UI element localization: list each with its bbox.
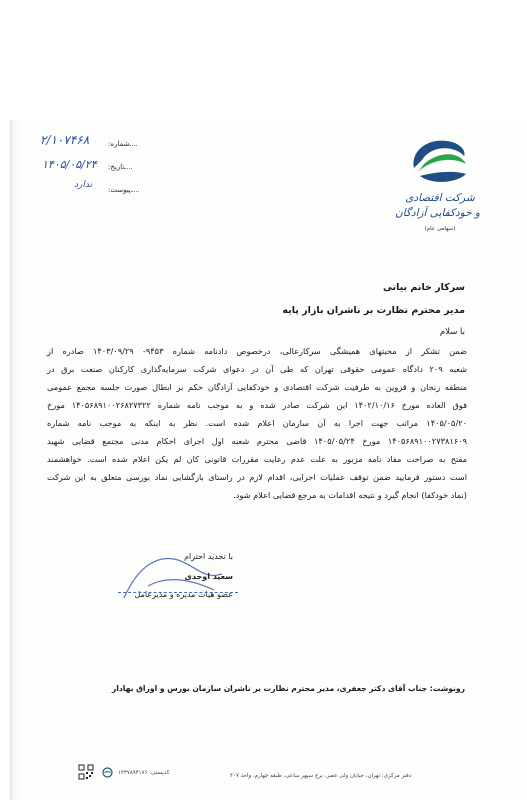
- date-label: تاریخ:: [108, 163, 125, 171]
- body-line: (نماد خودکفا) انجام گیرد و نتیجه اقدامات به مرجع قضایی اعلام شود.: [233, 490, 467, 500]
- top-blank-area: [0, 0, 527, 120]
- handwritten-date: ۱۴۰۵/۰۵/۲۴: [42, 158, 97, 171]
- company-logo: [394, 130, 480, 235]
- signer-name: سعید اوحدی: [184, 572, 233, 581]
- handwritten-number: ۲/۱۰۷۴۶۸: [40, 133, 90, 147]
- cc-line: رونوشت: جناب آقای دکتر جعفری، مدیر محترم نظارت بر ناشران سازمان بورس و اوراق بهادار: [111, 684, 465, 693]
- logo-subtitle: (سهامی عام): [424, 226, 456, 232]
- body-line: ۱۴۰۵/۰۵/۲۰ مراتب جهت اجرا به آن سازمان اعلام شده است. نظر به اینکه به موجب نامه شماره: [47, 418, 467, 428]
- footer-logo-icon: [102, 767, 113, 778]
- logo-name-line1: شرکت اقتصادی: [405, 192, 475, 204]
- date-meta: [108, 163, 132, 171]
- stamp-underline: [118, 592, 238, 593]
- body-line: مفتح به صراحت مفاد نامه مزبور به علت عدم رعایت مقررات قانونی کان لم یکن اعلام شده است. خواهشمند: [47, 454, 467, 464]
- body-line: ضمن تشکر از محبتهای همیشگی سرکارعالی، درخصوص دادنامه شماره ۹۴۵۳- ۱۴۰۳/۰۹/۲۹ صادره از: [47, 346, 467, 356]
- closing-text: با تجدید احترام: [184, 552, 233, 561]
- number-label: شماره:: [108, 140, 130, 148]
- attachment-meta: [108, 186, 139, 194]
- greeting: با سلام: [439, 327, 465, 337]
- body-line: ۱۴۰۵۶۸۹۱۰۰۲۷۳۸۱۶۰۹ مورخ ۱۴۰۵/۰۵/۲۴ قاضی محترم شعبه اول اجرای احکام مدنی مجتمع قضایی شهید: [47, 436, 467, 446]
- logo-name-line2: و خودکفایی آزادگان: [394, 207, 480, 219]
- recipient-name: سرکار خانم بیاتی: [382, 282, 465, 293]
- body-line: است دستور فرمایید ضمن توقف عملیات اجرایی، اقدام لازم در راستای بازگشایی نماد بورسی متعلق به این شرکت: [47, 472, 467, 482]
- body-line: فوق العاده مورخ ۱۴۰۲/۱۰/۱۶ این شرکت صادر شده و به موجب نامه شماره ۱۴۰۵۶۸۹۱۰۰۲۶۸۲۷۳۲۲ مورخ: [47, 400, 467, 410]
- attachment-label: پیوست:: [108, 186, 131, 194]
- signature-block: [118, 546, 233, 610]
- logo-swirl-icon: [400, 130, 480, 190]
- body-line: شعبه ۲۰۹ دادگاه عمومی حقوقی تهران که طی آن در دعوای شرکت سرمایه‌گذاری کارکنان صنعت برق در: [47, 364, 467, 374]
- footer-postal-code: کدپستی: ۱۴۳۷۸۹۴۱۷۶: [118, 770, 170, 776]
- number-meta: [108, 140, 137, 148]
- recipient-title: مدیر محترم نظارت بر ناشران بازار پایه: [282, 305, 465, 316]
- handwritten-attachment: ندارد: [74, 180, 93, 190]
- qr-code-icon: [78, 764, 94, 780]
- footer-address: دفتر مرکزی: تهران، خیابان ولی عصر، برج سپهر ساعی، طبقه چهارم، واحد ۴۰۷: [230, 773, 412, 779]
- body-line: منطقه زنجان و قزوین به طرفیت شرکت اقتصادی و خودکفایی آزادگان حکم بر ابطال صورت جلسه مجمع عمومی: [47, 382, 467, 392]
- signer-title: عضو هیات مدیره و مدیرعامل: [134, 590, 233, 599]
